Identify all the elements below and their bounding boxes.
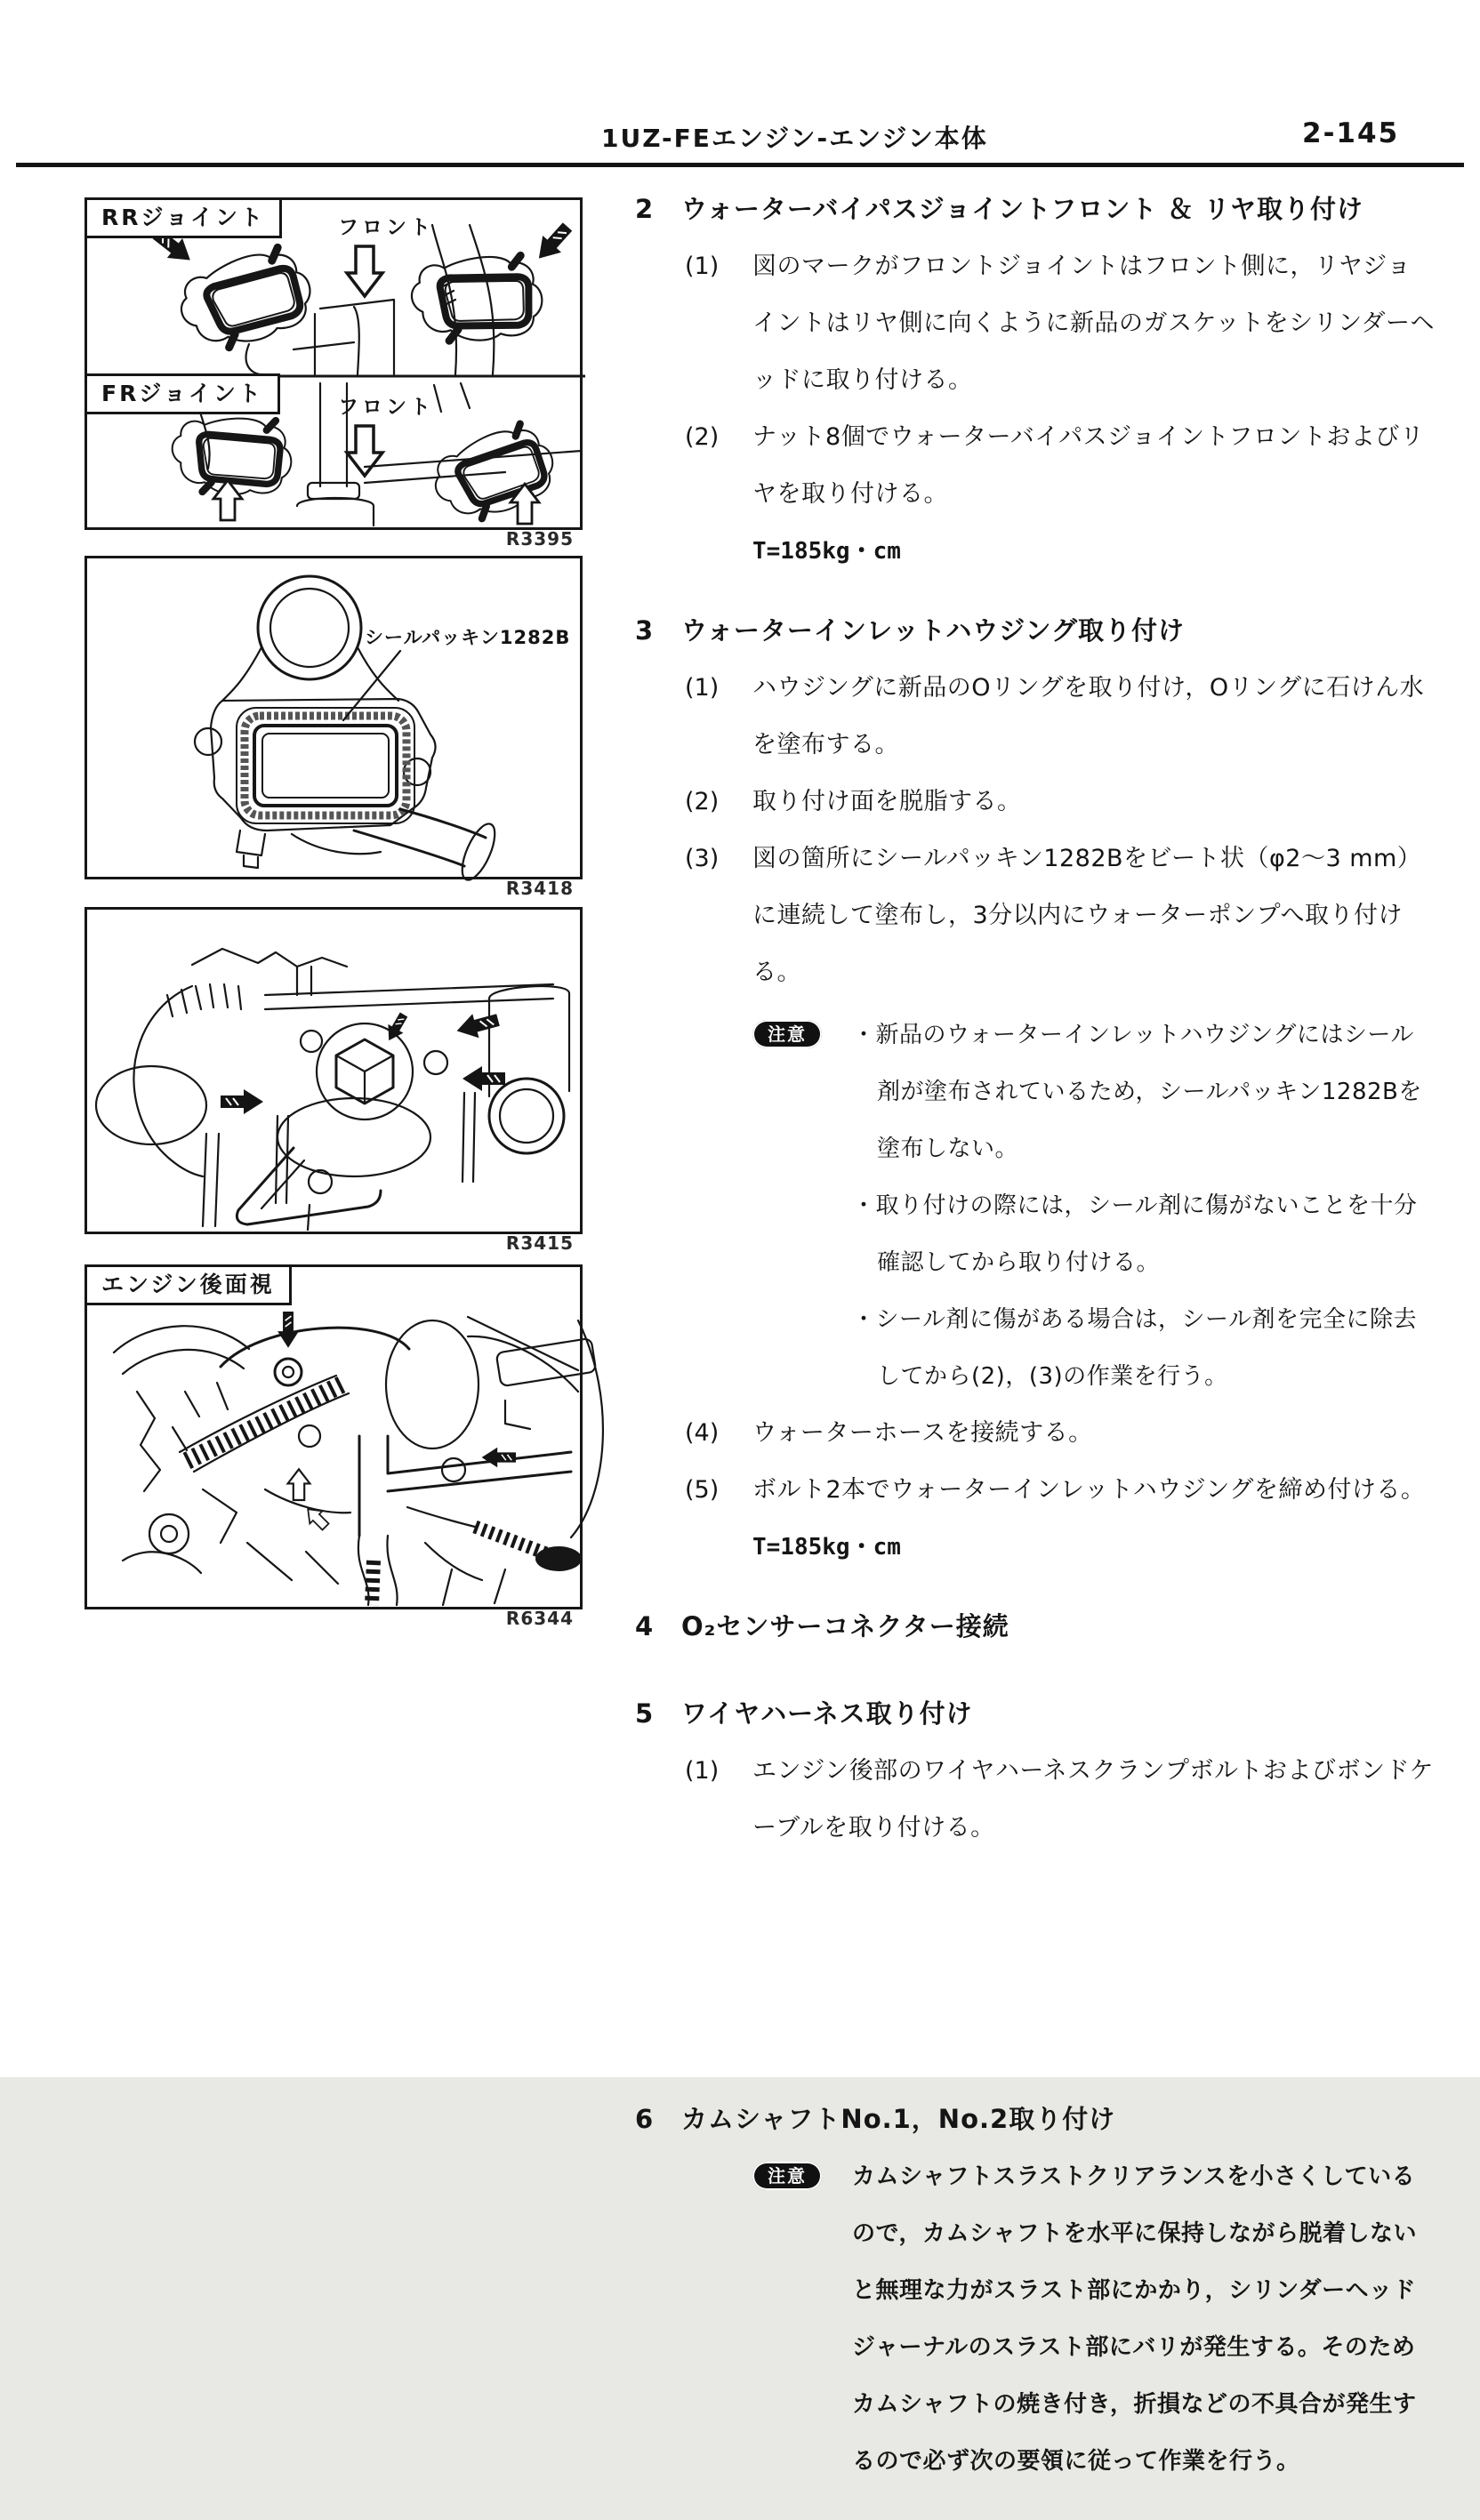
section-title: ワイヤハーネス取り付け — [681, 1698, 973, 1729]
caution-bullet: ・シール剤に傷がある場合は，シール剤を完全に除去してから(2)，(3)の作業を行う。 — [852, 1306, 1417, 1390]
step-text: エンジン後部のワイヤハーネスクランプボルトおよびボンドケーブルを取り付ける。 — [752, 1757, 1434, 1842]
bolt-pointer-arrow-icon — [462, 1066, 505, 1091]
caution-body — [852, 1007, 1436, 1405]
section-heading — [623, 1606, 1436, 1647]
bypass-joint-illustration — [87, 200, 585, 527]
section-number: 4 — [635, 1611, 654, 1641]
caution-note — [752, 2148, 1436, 2490]
section-title: ウォーターインレットハウジング取り付け — [681, 615, 1185, 646]
step — [623, 1462, 1436, 1519]
header-rule — [16, 163, 1464, 167]
caution-bullet: ・新品のウォーターインレットハウジングにはシール剤が塗布されているため，シールパッキン1282Bを塗布しない。 — [852, 1022, 1422, 1162]
inlet-housing-illustration — [87, 558, 585, 877]
step-text: ハウジングに新品のOリングを取り付け，Oリングに石けん水を塗布する。 — [752, 674, 1425, 758]
section-number: 2 — [635, 194, 654, 224]
section-number: 3 — [635, 615, 654, 646]
step-number: (2) — [685, 423, 720, 451]
caution-note — [752, 1007, 1436, 1405]
front-direction-arrow-icon — [347, 246, 382, 296]
gasket-pointer-arrow-icon — [529, 219, 576, 267]
section-heading — [623, 610, 1436, 651]
step-number: (5) — [685, 1476, 720, 1504]
figure-ref: R3418 — [505, 878, 574, 899]
step-text: 取り付け面を脱脂する。 — [752, 788, 1022, 815]
step — [623, 831, 1436, 1001]
taped-harness — [372, 1561, 374, 1605]
section-heading — [623, 1693, 1436, 1734]
step-number: (1) — [685, 253, 720, 280]
figure-ref: R3395 — [505, 528, 574, 550]
ribbed-hose — [475, 1527, 546, 1553]
section-wire-harness — [623, 1693, 1436, 1857]
step-text: ウォーターホースを接続する。 — [752, 1419, 1093, 1447]
figure-inlet-housing — [84, 556, 583, 904]
section-number: 5 — [635, 1698, 654, 1729]
section-o2-sensor-connector — [623, 1606, 1436, 1647]
harness-illustration — [87, 1267, 585, 1607]
seal-packing-callout: シールパッキン1282B — [365, 627, 571, 648]
step — [623, 238, 1436, 409]
section-title: ウォーターバイパスジョイントフロント ＆ リヤ取り付け — [681, 194, 1363, 224]
step-number: (1) — [685, 674, 720, 702]
step-text: 図の箇所にシールパッキン1282Bをビート状（φ2～3 mm）に連続して塗布し，3分以内にウォーターポンプへ取り付ける。 — [752, 845, 1422, 986]
corrugated-hose — [187, 1384, 342, 1461]
section-heading — [623, 189, 1436, 229]
page-number: 2-145 — [1302, 117, 1400, 149]
figure-ref: R6344 — [505, 1608, 574, 1629]
rr-gasket-right — [406, 241, 548, 352]
step-number: (4) — [685, 1419, 720, 1447]
bolt-pointer-arrow-icon — [454, 1007, 502, 1042]
housing-installed-illustration — [87, 910, 585, 1232]
step — [623, 1405, 1436, 1462]
rr-joint-label: RRジョイント — [84, 197, 282, 238]
section-camshaft-install — [623, 2099, 1436, 2490]
step — [623, 409, 1436, 523]
bolt-pointer-arrow-icon — [221, 1089, 263, 1114]
gasket-pointer-arrow-icon — [213, 480, 242, 520]
figure-box — [84, 556, 583, 879]
figure-ref: R3415 — [505, 1232, 574, 1254]
section-title: カムシャフトNo.1，No.2取り付け — [681, 2104, 1116, 2134]
figure-box — [84, 907, 583, 1234]
section-water-inlet-housing — [623, 610, 1436, 1576]
engine-rear-view-label: エンジン後面視 — [84, 1264, 292, 1305]
section-heading — [623, 2099, 1436, 2139]
connector-end — [535, 1546, 582, 1571]
bond-cable-arrow-icon — [288, 1469, 310, 1500]
clamp-bolt-arrow-icon — [278, 1312, 299, 1348]
step — [623, 1743, 1436, 1857]
step — [623, 660, 1436, 774]
torque-spec: T=185kg・cm — [752, 1534, 901, 1561]
caution-bullet: ・取り付けの際には，シール剤に傷がないことを十分確認してから取り付ける。 — [852, 1192, 1418, 1276]
front-label-top: フロント — [338, 216, 434, 239]
seal-bead — [245, 716, 406, 815]
front-label-bottom: フロント — [338, 396, 434, 419]
front-direction-arrow-icon — [347, 426, 382, 476]
section-title: O₂センサーコネクター接続 — [681, 1611, 1009, 1641]
step — [623, 774, 1436, 831]
caution-text: カムシャフトスラストクリアランスを小さくしているので，カムシャフトを水平に保持しながら脱着しないと無理な力がスラスト部にかかり，シリンダーヘッドジャーナルのスラスト部にバリが発生する。そのためカムシャフトの焼き付き，折損などの不具合が発生するので必ず次の要領に従って作業を行う。 — [852, 2163, 1417, 2475]
step-text: 図のマークがフロントジョイントはフロント側に，リヤジョイントはリヤ側に向くように新品のガスケットをシリンダーヘッドに取り付ける。 — [752, 253, 1436, 394]
step-number: (1) — [685, 1757, 720, 1785]
rr-gasket-left — [176, 245, 315, 352]
figure-water-bypass-joints — [84, 197, 583, 555]
caution-badge: 注意 — [752, 1020, 822, 1048]
fr-joint-label: FRジョイント — [84, 373, 280, 414]
figure-housing-installed — [84, 907, 583, 1261]
section-number: 6 — [635, 2104, 654, 2134]
torque-spec: T=185kg・cm — [752, 538, 901, 565]
page-title: 1UZ-FEエンジン-エンジン本体 — [601, 124, 988, 153]
step-text: ボルト2本でウォーターインレットハウジングを締め付ける。 — [752, 1476, 1426, 1504]
instructions-column — [623, 189, 1436, 2520]
step-number: (2) — [685, 788, 720, 815]
caution-badge: 注意 — [752, 2162, 822, 2190]
section-water-bypass-joint — [623, 189, 1436, 580]
figure-box — [84, 197, 583, 530]
clamp-bolt-arrow-icon — [482, 1448, 516, 1467]
step-text: ナット8個でウォーターバイパスジョイントフロントおよびリヤを取り付ける。 — [752, 423, 1425, 508]
figure-box — [84, 1264, 583, 1609]
figure-harness-rear-view — [84, 1264, 583, 1636]
step-number: (3) — [685, 845, 720, 872]
